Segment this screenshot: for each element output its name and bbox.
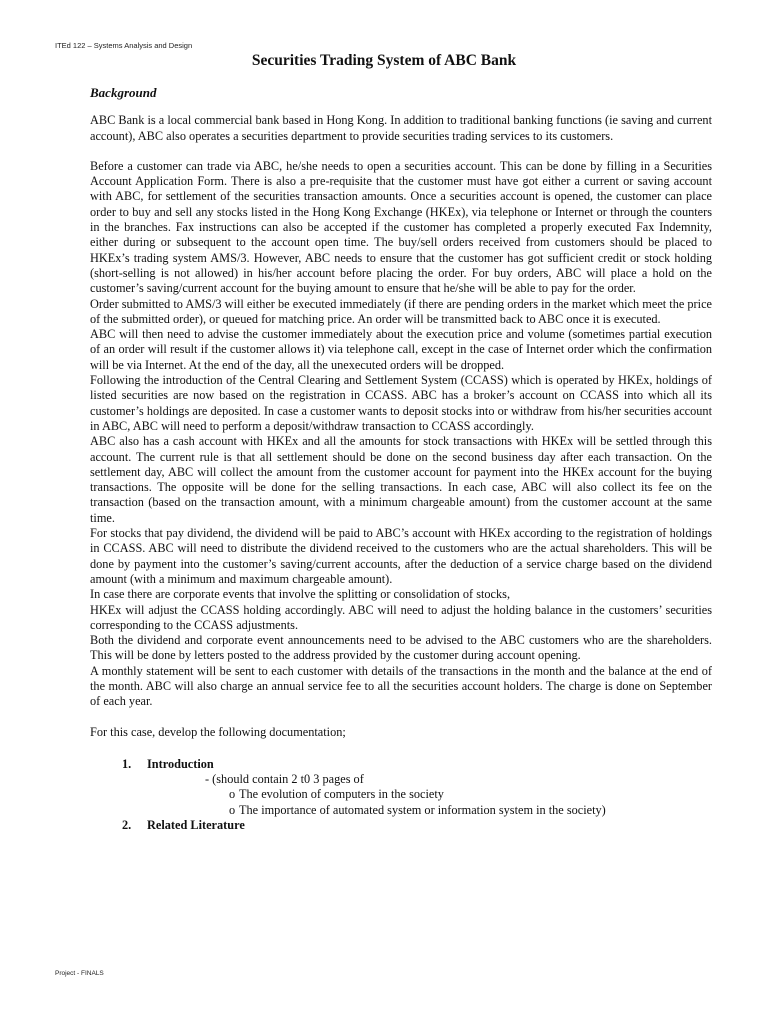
item-number: 1. [122,756,132,771]
page-footer: Project - FINALS [55,970,104,977]
sub-bullet: o The evolution of computers in the society [229,787,712,802]
sub-bullet-list [147,787,712,818]
item-title: Related Literature [147,818,245,833]
course-header: ITEd 122 – Systems Analysis and Design [55,41,193,50]
document-body [90,85,712,833]
sub-bullet: o The importance of automated system or information system in the society) [229,803,712,818]
paragraph-settlement: ABC also has a cash account with HKEx and all the amounts for stock transactions with HKEx will be settled through this account. The current rule is that all settlement should be done on the second business day after each transaction. On the settlement day, ABC will collect the amount from the customer account for payment into the HKEx account for the buying transactions. The opposite will be done for the selling transactions. In each case, ABC will also collect its fee on the transaction (based on the transaction amount, with a minimum chargeable amount) from the customer account at the same time. [90,434,712,525]
background-heading: Background [90,85,157,100]
document-title: Securities Trading System of ABC Bank [251,52,517,69]
paragraph-holding-adjustment: HKEx will adjust the CCASS holding accordingly. ABC will need to adjust the holding balance in the customers’ securities corresponding to the CCASS adjustments. [90,602,712,632]
paragraph-order-execution: Order submitted to AMS/3 will either be executed immediately (if there are pending orders in the market which meet the price of the submitted order), or queued for matching price. An order will be transmitted back to ABC once it is executed. [90,296,712,326]
documentation-instruction: For this case, develop the following documentation; [90,724,346,739]
paragraph-account-opening: Before a customer can trade via ABC, he/she needs to open a securities account. This can be done by filling in a Securities Account Application Form. There is also a pre-requisite that the customer must have got either a current or saving account with ABC, for settlement of the securities transaction amounts. Once a securities account is opened, the customer can place order to buy and sell any stocks listed in the Hong Kong Exchange (HKEx), via telephone or Internet or through the counters in the branches. Fax instructions can also be accepted if the customer has completed a properly executed Fax Indemnity, either during or subsequent to the account open time. The buy/sell orders received from customers should be placed to HKEx’s trading system AMS/3. However, ABC needs to ensure that the customer has got sufficient credit or stock holding (short-selling is not allowed) in his/her account before placing the order. For buy orders, ABC will place a hold on the customer’s saving/current account for the buying amount to ensure that he/she will be able to pay for the order. [90,158,712,296]
item-number: 2. [122,818,132,833]
paragraph-dividend: For stocks that pay dividend, the dividend will be paid to ABC’s account with HKEx according to the registration of holdings in CCASS. ABC will need to distribute the dividend received to the customers who are the actual shareholders. This will be done by payment into the customer’s saving/current accounts, after the deduction of a service charge based on the dividend amount (with a minimum and maximum chargeable amount). [90,526,712,586]
paragraph-corporate-events: In case there are corporate events that involve the splitting or consolidation of stocks, [90,587,511,602]
paragraph-announcements: Both the dividend and corporate event announcements need to be advised to the ABC customers who are the shareholders. This will be done by letters posted to the address provided by the customer during account opening. [90,633,712,663]
paragraph-intro: ABC Bank is a local commercial bank based in Hong Kong. In addition to traditional banking functions (ie saving and current account), ABC also operates a securities department to provide securities trading services to its customers. [90,113,712,143]
item-note: - (should contain 2 t0 3 pages of [205,772,364,787]
paragraph-ccass: Following the introduction of the Central Clearing and Settlement System (CCASS) which is operated by HKEx, holdings of listed securities are now based on the registration in CCASS. ABC has a broker’s account on CCASS into which all its customer’s holdings are deposited. In case a customer wants to deposit stocks into or withdraw from his/her securities account in ABC, ABC will need to perform a deposit/withdraw transaction to CCASS accordingly. [90,373,712,433]
documentation-list [90,757,712,833]
paragraph-customer-advice: ABC will then need to advise the customer immediately about the execution price and volume (sometimes partial execution of an order will result if the customer allows it) via telephone call, except in the case of Internet order which the confirmation will be via Internet. At the end of the day, all the unexecuted orders will be dropped. [90,327,712,372]
list-item [90,818,712,833]
paragraph-monthly-statement: A monthly statement will be sent to each customer with details of the transactions in the month and the balance at the end of the month. ABC will also charge an annual service fee to all the securities account holders. The charge is done on September of each year. [90,663,712,709]
list-item [90,757,712,818]
item-title: Introduction [147,756,214,771]
